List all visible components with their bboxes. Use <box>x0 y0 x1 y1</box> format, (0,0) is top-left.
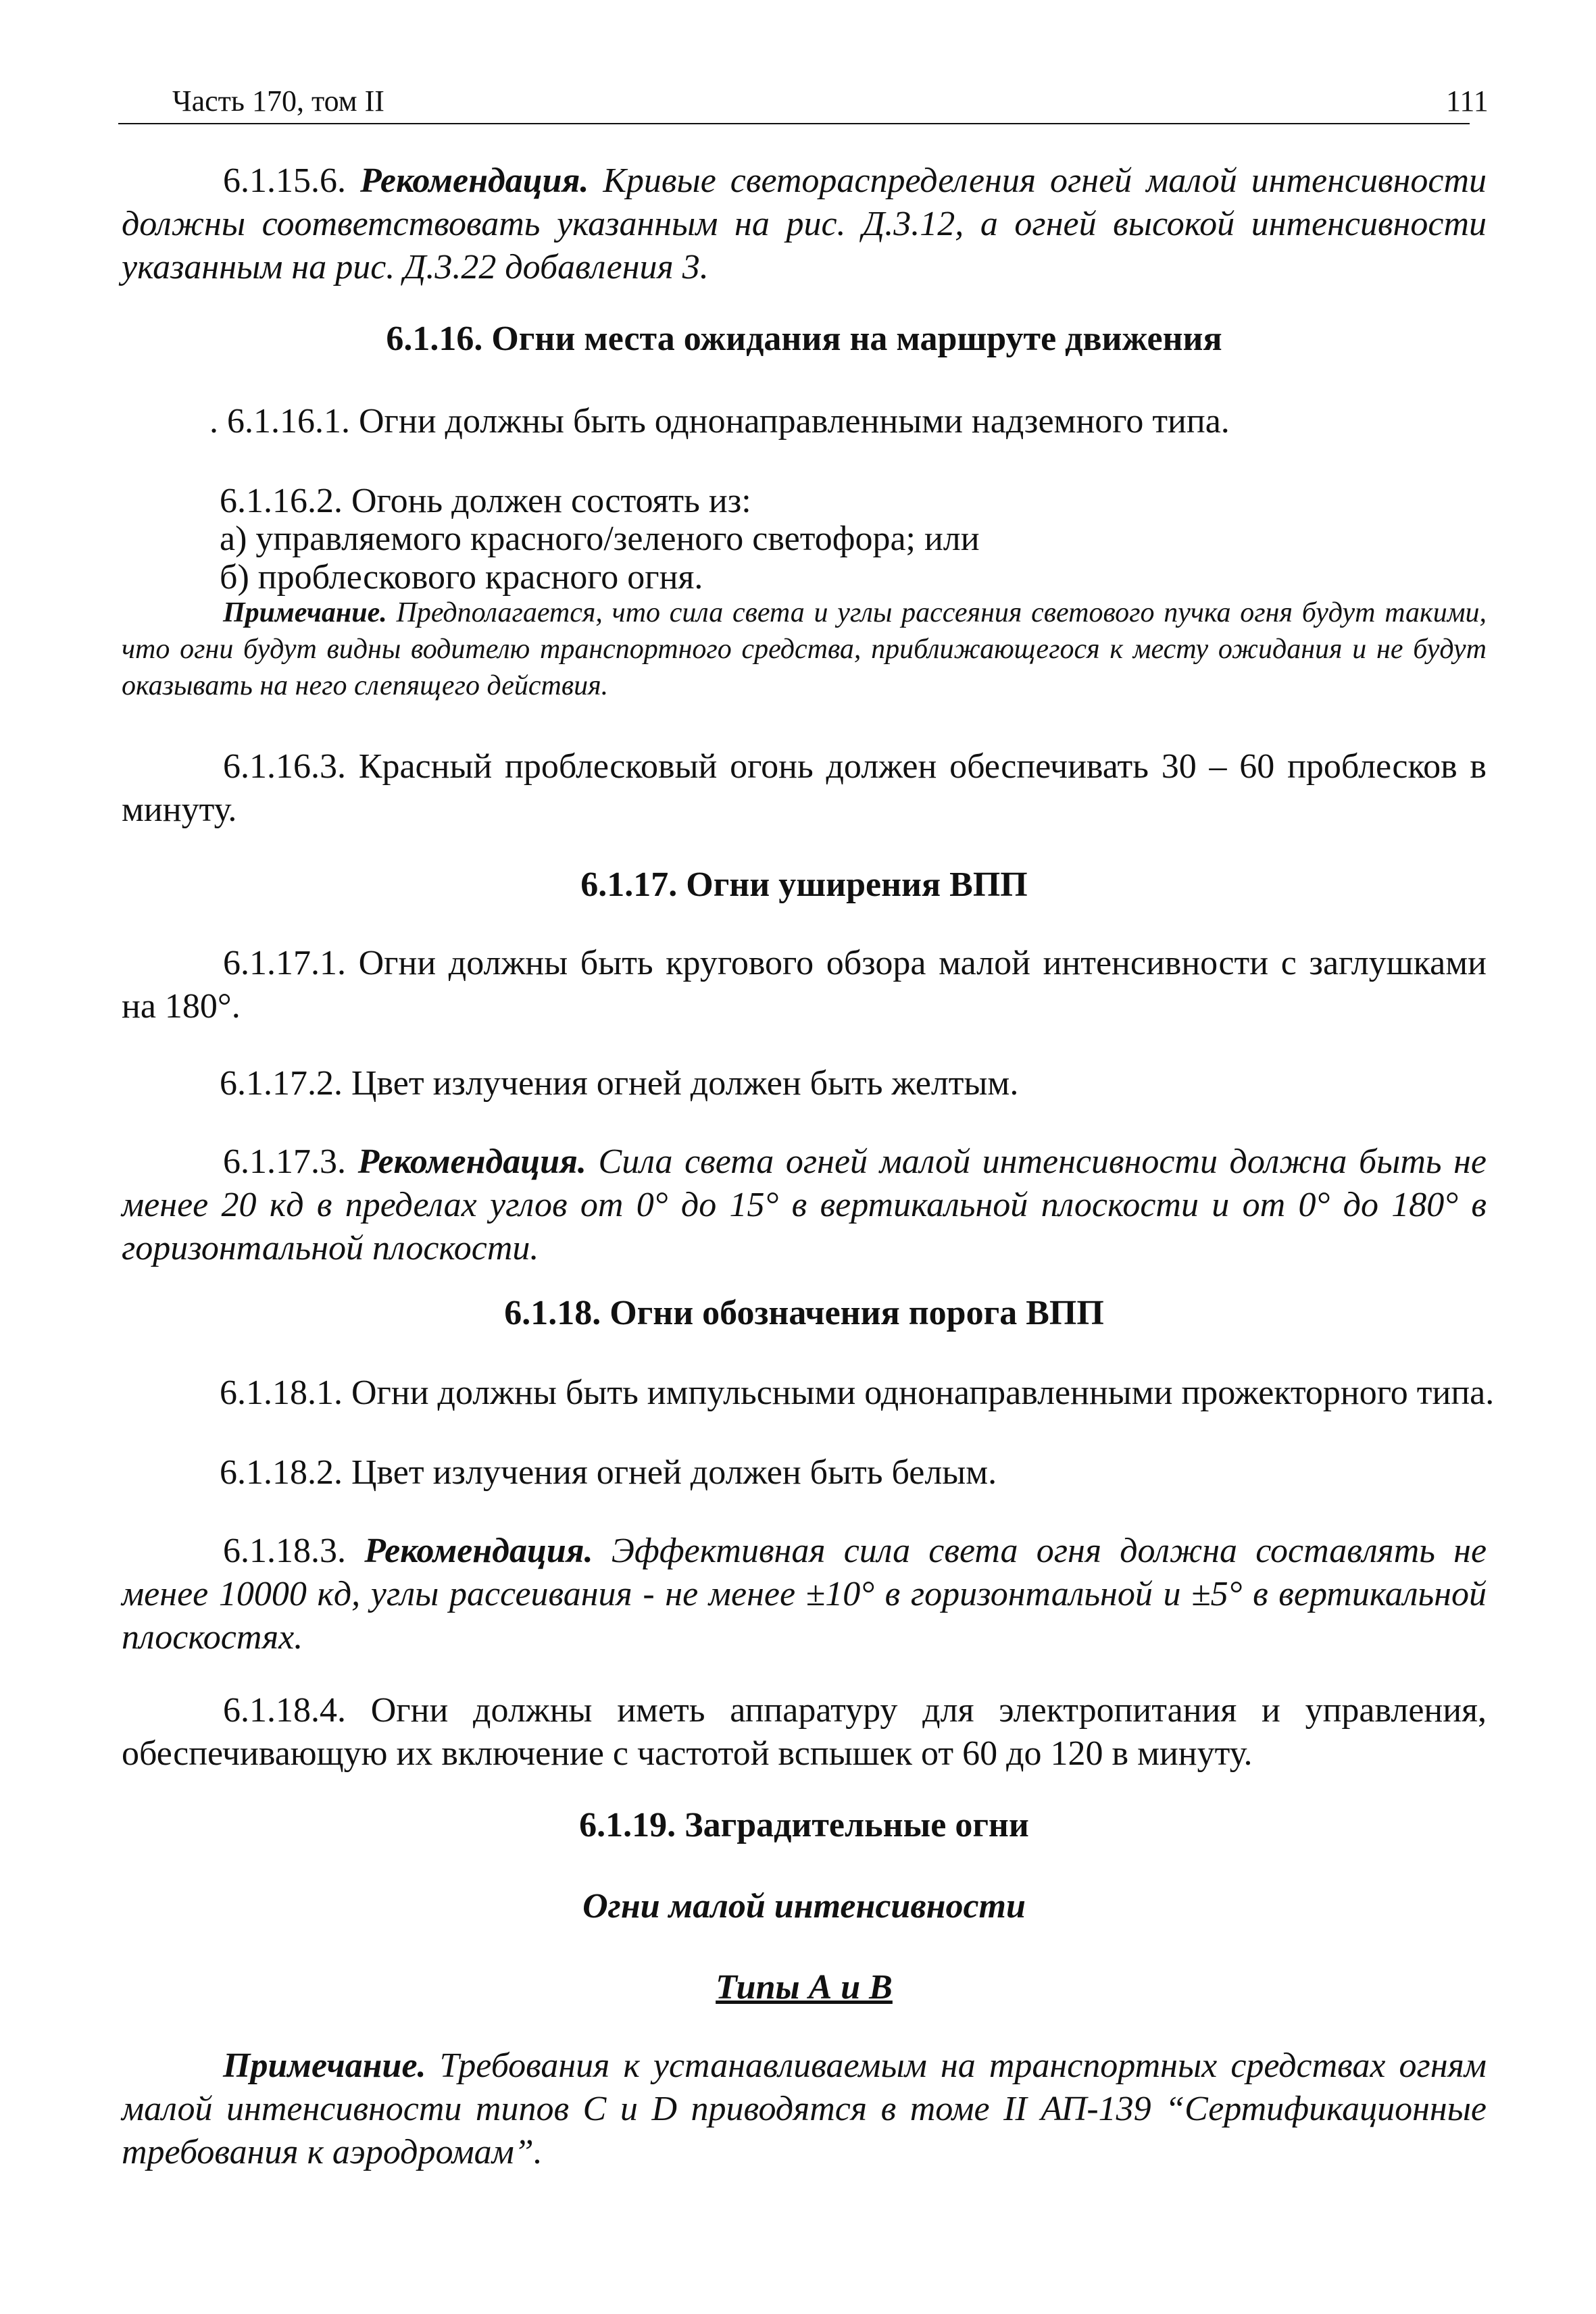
paragraph-number: 6.1.17.3. <box>223 1142 346 1181</box>
section-heading-6-1-17: 6.1.17. Огни уширения ВПП <box>580 865 1028 904</box>
note-label: Примечание. <box>223 2046 426 2085</box>
header-rule <box>118 123 1470 124</box>
paragraph-6-1-18-4: 6.1.18.4. Огни должны иметь аппаратуру для электропитания и управления, обеспечивающую их включение с частотой вспышек от 60 до 120 в минуту. <box>122 1691 1487 1773</box>
section-heading-6-1-16: 6.1.16. Огни места ожидания на маршруте движения <box>386 320 1222 358</box>
note-text: Требования к устанавливаемым на транспортных средствах огням малой интенсивности типов С и D приводятся в томе II АП-139 “Сертификационные требования к аэродромам”. <box>122 2046 1487 2171</box>
note-2 <box>122 2044 1487 2174</box>
paragraph-6-1-18-3 <box>122 1530 1487 1659</box>
list-item-b: б) проблескового красного огня. <box>220 558 703 597</box>
section-heading-6-1-18: 6.1.18. Огни обозначения порога ВПП <box>504 1294 1104 1332</box>
list-item-a: а) управляемого красного/зеленого светофора; или <box>220 520 980 558</box>
paragraph-6-1-16-3: 6.1.16.3. Красный проблесковый огонь должен обеспечивать 30 – 60 проблесков в минуту. <box>122 747 1487 829</box>
paragraph-6-1-17-1: 6.1.17.1. Огни должны быть кругового обзора малой интенсивности с заглушками на 180°. <box>122 944 1487 1026</box>
paragraph-6-1-17-2: 6.1.17.2. Цвет излучения огней должен быть желтым. <box>220 1064 1019 1103</box>
paragraph-6-1-16-1: . 6.1.16.1. Огни должны быть однонаправленными надземного типа. <box>209 402 1230 441</box>
paragraph-6-1-15-6 <box>122 159 1487 289</box>
paragraph-number: 6.1.18.3. <box>223 1532 346 1570</box>
note-1 <box>122 595 1487 704</box>
recommendation-label: Рекомендация. <box>364 1532 593 1570</box>
paragraph-number: 6.1.15.6. <box>223 161 346 200</box>
note-label: Примечание. <box>223 597 387 628</box>
paragraph-6-1-18-2: 6.1.18.2. Цвет излучения огней должен быть белым. <box>220 1453 997 1492</box>
subheading-types <box>122 1966 1487 2009</box>
page-number: 111 <box>1446 84 1489 118</box>
types-label: Типы А и В <box>716 1968 893 2007</box>
recommendation-label: Рекомендация. <box>360 161 589 200</box>
paragraph-6-1-16-2: 6.1.16.2. Огонь должен состоять из: <box>220 482 751 520</box>
subheading-low-intensity: Огни малой интенсивности <box>582 1887 1026 1926</box>
section-heading-6-1-19: 6.1.19. Заградительные огни <box>579 1806 1029 1844</box>
note-text: Предполагается, что сила света и углы рассеяния светового пучка огня будут такими, что огни будут видны водителю транспортного средства, приближающегося к месту ожидания и не будут оказывать на него слепящего действия. <box>122 597 1487 701</box>
paragraph-6-1-17-3 <box>122 1140 1487 1270</box>
recommendation-label: Рекомендация. <box>357 1142 587 1181</box>
paragraph-6-1-18-1: 6.1.18.1. Огни должны быть импульсными однонаправленными прожекторного типа. <box>220 1374 1495 1412</box>
paragraph-text: Сила света огней малой интенсивности должна быть не менее 20 кд в пределах углов от 0° до 15° в вертикальной плоскости и от 0° до 180° в горизонтальной плоскости. <box>122 1142 1487 1267</box>
paragraph-text: Кривые светораспределения огней малой интенсивности должны соответствовать указанным на рис. Д.3.12, а огней высокой интенсивности указанным на рис. Д.3.22 добавления 3. <box>122 161 1487 286</box>
running-header-title: Часть 170, том II <box>172 84 384 118</box>
paragraph-text: Эффективная сила света огня должна составлять не менее 10000 кд, углы рассеивания - не менее ±10° в горизонтальной и ±5° в вертикальной плоскостях. <box>122 1532 1487 1657</box>
